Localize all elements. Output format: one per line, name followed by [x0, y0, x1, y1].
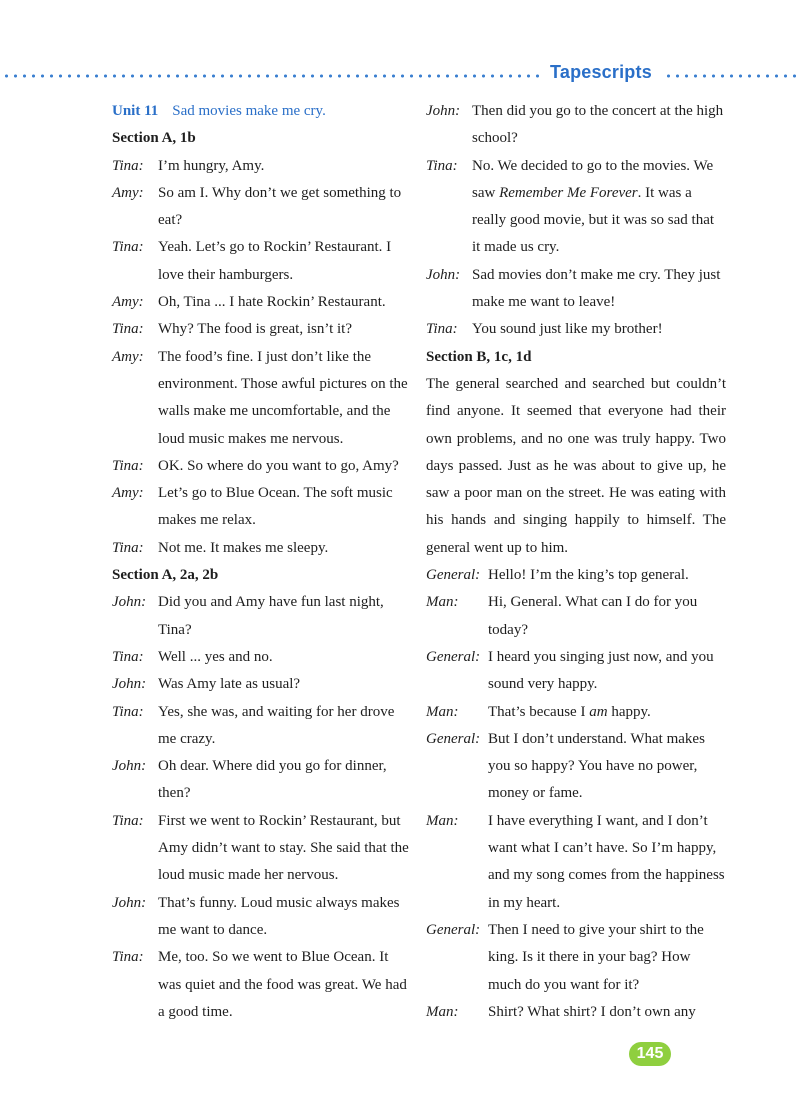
- dialogue-text: So am I. Why don’t we get something to eat?: [158, 184, 402, 229]
- dialogue-line: [426, 98, 726, 153]
- header-dotted-rule-right: [664, 73, 800, 79]
- dialogue-line: [112, 289, 412, 316]
- speaker-name: Amy:: [112, 184, 144, 201]
- dialogue-line: [112, 316, 412, 343]
- movie-title: Remember Me Forever: [499, 184, 638, 201]
- dialogue-text: Then did you go to the concert at the high school?: [472, 103, 724, 147]
- dialogue-text: Oh dear. Where did you go for dinner, then?: [158, 758, 387, 802]
- dialogue-line: [112, 808, 412, 890]
- unit-heading: [112, 98, 412, 125]
- dialogue-text: Hi, General. What can I do for you today?: [488, 594, 698, 638]
- dialogue-text: Yes, she was, and waiting for her drove me crazy.: [158, 703, 395, 747]
- speaker-name: Tina:: [112, 539, 144, 556]
- dialogue-text: Shirt? What shirt? I don’t own any: [488, 1003, 696, 1020]
- dialogue-line: [426, 262, 726, 317]
- dialogue-line: [112, 699, 412, 754]
- page-number-badge: 145: [629, 1042, 671, 1066]
- speaker-name: John:: [112, 894, 147, 911]
- dialogue-line: [112, 153, 412, 180]
- emphasis-text: am: [589, 703, 608, 720]
- dialogue-text: [488, 699, 726, 726]
- speaker-name: Tina:: [426, 321, 458, 338]
- dialogue-line: [112, 589, 412, 644]
- dialogue-text: Sad movies don’t make me cry. They just make me want to leave!: [472, 266, 721, 311]
- speaker-name: Man:: [426, 594, 459, 611]
- header-dotted-rule-left: [2, 73, 540, 79]
- dialogue-text: Why? The food is great, isn’t it?: [158, 321, 352, 338]
- text-part: happy.: [607, 703, 651, 720]
- dialogue-line: [112, 535, 412, 562]
- speaker-name: Tina:: [112, 457, 144, 474]
- speaker-name: Amy:: [112, 348, 144, 365]
- dialogue-line: [112, 753, 412, 808]
- dialogue-line: [112, 944, 412, 1026]
- speaker-name: General:: [426, 648, 481, 665]
- dialogue-line: [426, 644, 726, 699]
- dialogue-text: That’s funny. Loud music always makes me want to dance.: [158, 894, 400, 938]
- speaker-name: Tina:: [112, 239, 144, 256]
- speaker-name: Amy:: [112, 294, 144, 311]
- speaker-name: Tina:: [112, 949, 144, 966]
- unit-label: Unit 11: [112, 103, 159, 119]
- dialogue-line: [112, 344, 412, 453]
- speaker-name: Man:: [426, 812, 459, 829]
- speaker-name: Man:: [426, 1003, 459, 1020]
- left-column: [112, 98, 412, 1026]
- right-column: [426, 98, 726, 1026]
- dialogue-text: The food’s fine. I just don’t like the environment. Those awful pictures on the walls make me uncomfortable, and the loud music makes me nervous.: [158, 348, 408, 447]
- dialogue-line: [426, 699, 726, 726]
- speaker-name: Tina:: [112, 321, 144, 338]
- dialogue-line: [426, 562, 726, 589]
- speaker-name: John:: [112, 676, 147, 693]
- speaker-name: John:: [426, 266, 461, 283]
- speaker-name: General:: [426, 567, 481, 584]
- dialogue-line: [426, 999, 726, 1026]
- speaker-name: John:: [112, 594, 147, 611]
- dialogue-text: Did you and Amy have fun last night, Tina?: [158, 594, 384, 638]
- dialogue-line: [426, 153, 726, 262]
- dialogue-line: [112, 480, 412, 535]
- dialogue-line: [112, 890, 412, 945]
- narrative-paragraph: The general searched and searched but couldn’t find anyone. It seemed that everyone had their own problems, and no one was truly happy. Two days passed. Just as he was about to give up, he saw a poor man on the street. He was eating with his hands and singing happily to himself. The general went up to him.: [426, 375, 726, 556]
- dialogue-line: [112, 180, 412, 235]
- dialogue-line: [426, 316, 726, 343]
- speaker-name: John:: [112, 758, 147, 775]
- section-heading: Section A, 1b: [112, 130, 196, 147]
- text-part: . It was a really good movie, but it was so sad that it made us cry.: [472, 184, 715, 256]
- speaker-name: Tina:: [112, 157, 144, 174]
- text-part: No. We decided to go to the movies. We saw: [472, 157, 714, 201]
- dialogue-text: [472, 153, 726, 262]
- dialogue-text: Me, too. So we went to Blue Ocean. It was quiet and the food was great. We had a good time.: [158, 949, 407, 1020]
- dialogue-line: [426, 726, 726, 808]
- speaker-name: Man:: [426, 703, 459, 720]
- dialogue-text: Not me. It makes me sleepy.: [158, 539, 329, 556]
- dialogue-line: [426, 589, 726, 644]
- speaker-name: Tina:: [112, 703, 144, 720]
- dialogue-text: OK. So where do you want to go, Amy?: [158, 457, 399, 474]
- dialogue-text: Oh, Tina ... I hate Rockin’ Restaurant.: [158, 294, 386, 311]
- dialogue-text: Well ... yes and no.: [158, 648, 273, 665]
- speaker-name: Amy:: [112, 485, 144, 502]
- dialogue-text: You sound just like my brother!: [472, 321, 663, 338]
- speaker-name: Tina:: [112, 648, 144, 665]
- speaker-name: General:: [426, 921, 481, 938]
- dialogue-text: Hello! I’m the king’s top general.: [488, 567, 689, 584]
- dialogue-text: Was Amy late as usual?: [158, 676, 301, 693]
- unit-topic: Sad movies make me cry.: [172, 103, 326, 119]
- dialogue-text: I heard you singing just now, and you sound very happy.: [488, 648, 714, 693]
- dialogue-line: [112, 671, 412, 698]
- dialogue-line: [112, 234, 412, 289]
- dialogue-text: First we went to Rockin’ Restaurant, but Amy didn’t want to stay. She said that the loud music made her nervous.: [158, 812, 409, 884]
- dialogue-line: [426, 917, 726, 999]
- dialogue-text: I’m hungry, Amy.: [158, 157, 265, 174]
- speaker-name: Tina:: [112, 812, 144, 829]
- dialogue-line: [112, 453, 412, 480]
- speaker-name: Tina:: [426, 157, 458, 174]
- dialogue-text: Let’s go to Blue Ocean. The soft music makes me relax.: [158, 485, 393, 529]
- text-part: That’s because I: [488, 703, 590, 720]
- dialogue-text: But I don’t understand. What makes you so happy? You have no power, money or fame.: [488, 730, 705, 802]
- dialogue-text: Yeah. Let’s go to Rockin’ Restaurant. I love their hamburgers.: [158, 239, 392, 283]
- dialogue-line: [426, 808, 726, 917]
- section-heading: Section A, 2a, 2b: [112, 567, 219, 584]
- speaker-name: John:: [426, 103, 461, 119]
- running-header-title: Tapescripts: [550, 62, 652, 82]
- dialogue-text: I have everything I want, and I don’t want what I can’t have. So I’m happy, and my song comes from the happiness in my heart.: [488, 812, 725, 911]
- speaker-name: General:: [426, 730, 481, 747]
- dialogue-text: Then I need to give your shirt to the king. Is it there in your bag? How much do you want for it?: [488, 921, 704, 993]
- dialogue-line: [112, 644, 412, 671]
- section-heading: Section B, 1c, 1d: [426, 348, 532, 365]
